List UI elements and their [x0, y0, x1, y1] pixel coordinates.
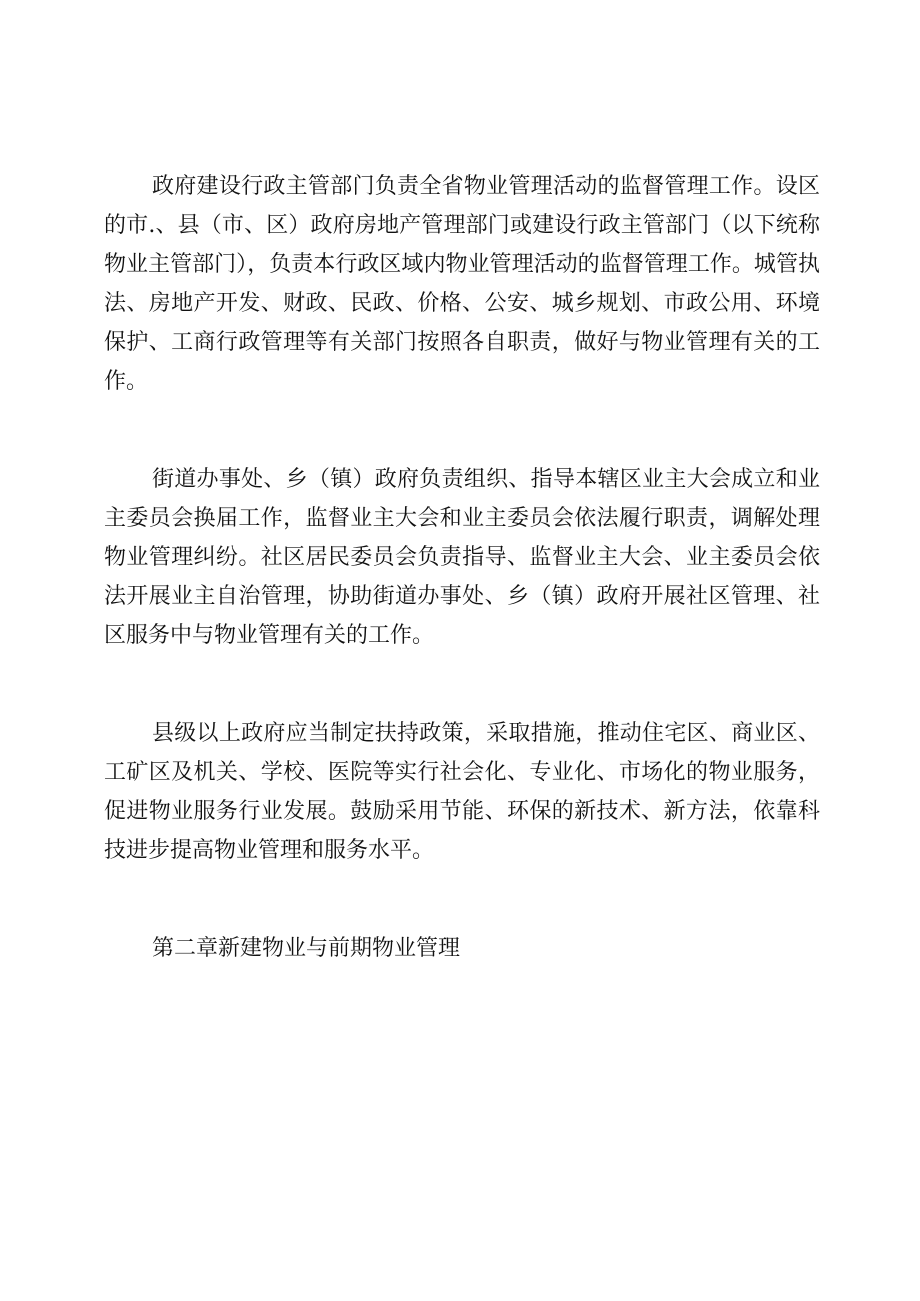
- paragraph-street-office-duties: 街道办事处、乡（镇）政府负责组织、指导本辖区业主大会成立和业主委员会换届工作，监督业主大会和业主委员会依法履行职责，调解处理物业管理纠纷。社区居民委员会负责指导、监督业主大会、业主委员会依法开展业主自治管理，协助街道办事处、乡（镇）政府开展社区管理、社区服务中与物业管理有关的工作。: [104, 467, 820, 648]
- paragraph-support-policies: 县级以上政府应当制定扶持政策，采取措施，推动住宅区、商业区、工矿区及机关、学校、医院等实行社会化、专业化、市场化的物业服务，促进物业服务行业发展。鼓励采用节能、环保的新技术、新方法，依靠科技进步提高物业管理和服务水平。: [104, 721, 820, 863]
- chapter-heading: 第二章新建物业与前期物业管理: [152, 936, 461, 961]
- document-body: [104, 167, 820, 968]
- paragraph-supervision-duties: 政府建设行政主管部门负责全省物业管理活动的监督管理工作。设区的市.、县（市、区）政府房地产管理部门或建设行政主管部门（以下统称物业主管部门），负责本行政区域内物业管理活动的监督管理工作。城管执法、房地产开发、财政、民政、价格、公安、城乡规划、市政公用、环境保护、工商行政管理等有关部门按照各自职责，做好与物业管理有关的工作。: [104, 174, 820, 394]
